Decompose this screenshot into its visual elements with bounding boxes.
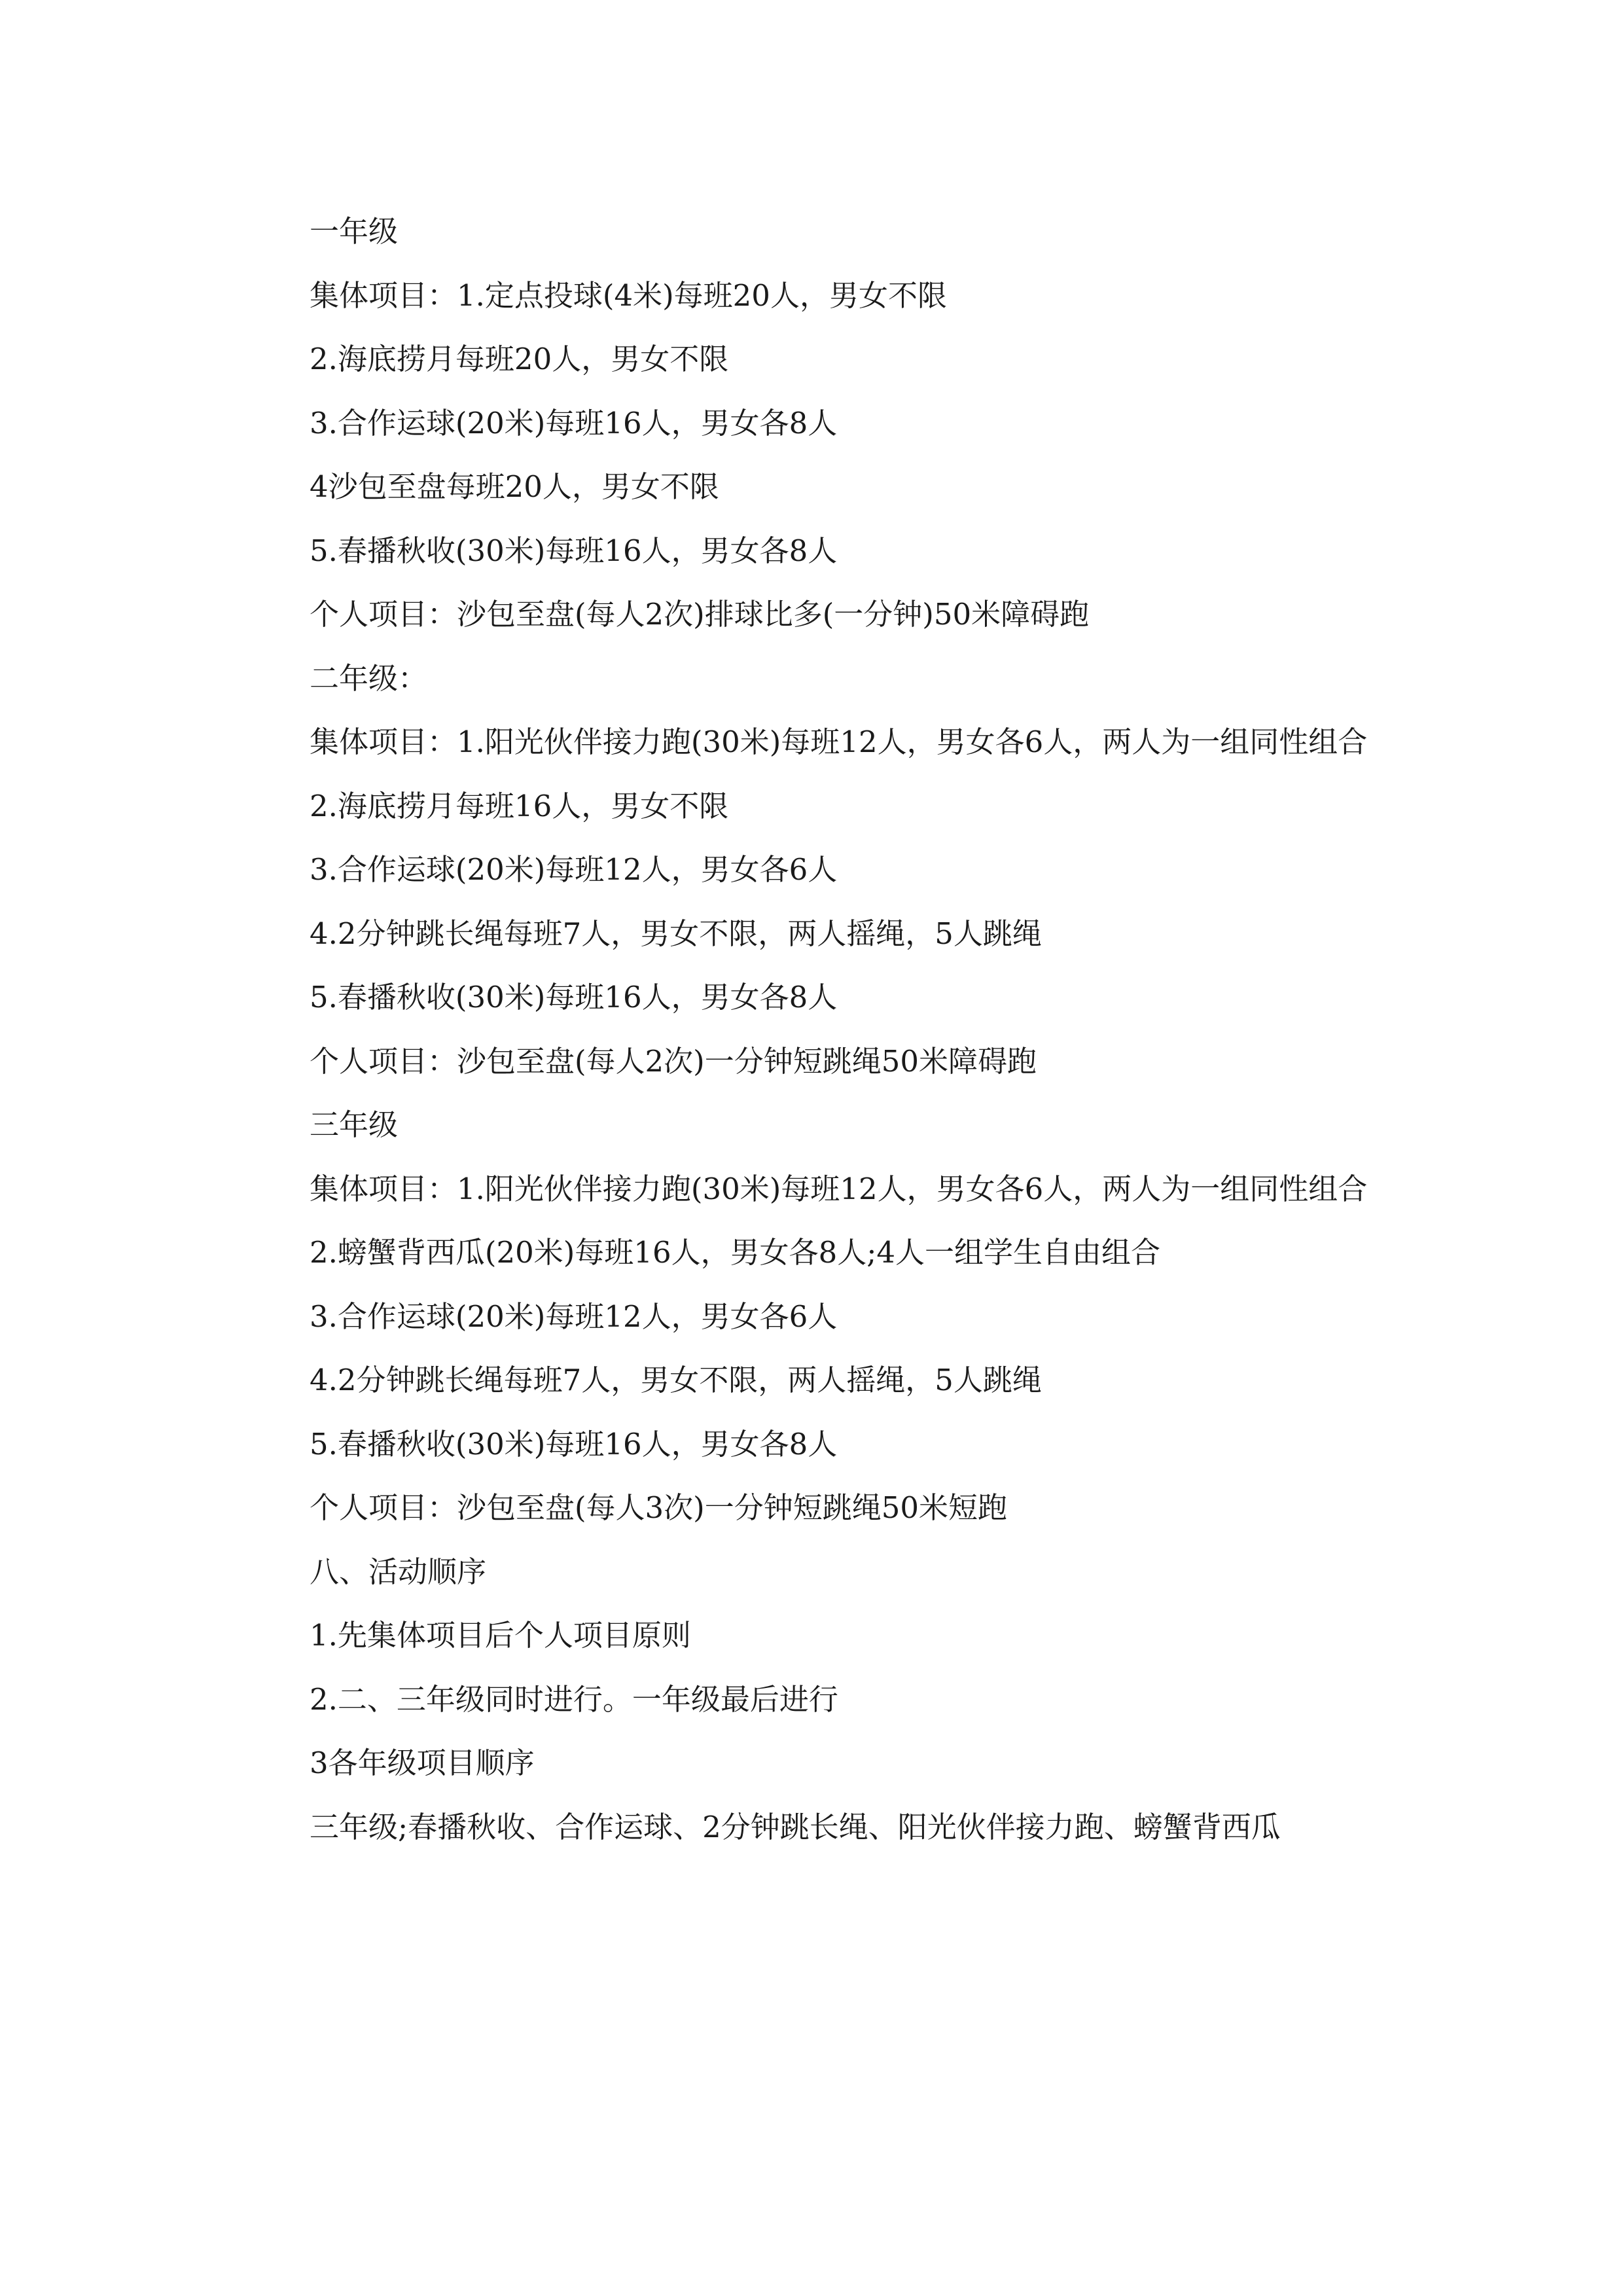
grade-two-group-item-5: 5.春播秋收(30米)每班16人，男女各8人 — [310, 980, 838, 1014]
grade-three-individual-items: 个人项目：沙包至盘(每人3次)一分钟短跳绳50米短跑 — [310, 1490, 1008, 1525]
order-rule-2: 2.二、三年级同时进行。一年级最后进行 — [310, 1681, 838, 1717]
grade-two-group-item-3: 3.合作运球(20米)每班12人，男女各6人 — [310, 852, 838, 887]
grade-two-group-item-4: 4.2分钟跳长绳每班7人，男女不限，两人摇绳，5人跳绳 — [310, 916, 1042, 951]
section-heading-activity-order: 八、活动顺序 — [310, 1554, 487, 1589]
document-body — [245, 200, 1387, 1859]
grade-two-heading: 二年级： — [310, 660, 428, 696]
grade-two-group-item-2: 2.海底捞月每班16人，男女不限 — [310, 788, 729, 823]
grade-three-group-item-2: 2.螃蟹背西瓜(20米)每班16人，男女各8人;4人一组学生自由组合 — [310, 1235, 1160, 1270]
grade-two-individual-items: 个人项目：沙包至盘(每人2次)一分钟短跳绳50米障碍跑 — [310, 1043, 1037, 1079]
grade-one-group-item-3: 3.合作运球(20米)每班16人，男女各8人 — [310, 405, 838, 440]
grade-three-heading: 三年级 — [310, 1107, 399, 1142]
grade-two-group-item-1: 集体项目：1.阳光伙伴接力跑(30米)每班12人，男女各6人，两人为一组同性组合 — [310, 725, 1368, 759]
grade-one-group-item-5: 5.春播秋收(30米)每班16人，男女各8人 — [310, 533, 838, 568]
order-rule-1: 1.先集体项目后个人项目原则 — [310, 1618, 691, 1653]
order-rule-3: 3各年级项目顺序 — [310, 1746, 535, 1780]
grade-three-group-item-4: 4.2分钟跳长绳每班7人，男女不限，两人摇绳，5人跳绳 — [310, 1363, 1042, 1397]
grade-one-group-item-2: 2.海底捞月每班20人，男女不限 — [310, 342, 729, 376]
grade-one-group-item-1: 集体项目：1.定点投球(4米)每班20人，男女不限 — [310, 278, 947, 313]
grade-three-group-item-1: 集体项目：1.阳光伙伴接力跑(30米)每班12人，男女各6人，两人为一组同性组合 — [310, 1171, 1368, 1206]
grade-one-individual-items: 个人项目：沙包至盘(每人2次)排球比多(一分钟)50米障碍跑 — [310, 597, 1090, 632]
grade-one-group-item-4: 4沙包至盘每班20人，男女不限 — [310, 469, 719, 504]
grade-one-heading: 一年级 — [310, 214, 399, 249]
grade-three-order: 三年级;春播秋收、合作运球、2分钟跳长绳、阳光伙伴接力跑、螃蟹背西瓜 — [310, 1809, 1281, 1844]
grade-three-group-item-5: 5.春播秋收(30米)每班16人，男女各8人 — [310, 1426, 838, 1462]
grade-three-group-item-3: 3.合作运球(20米)每班12人，男女各6人 — [310, 1299, 838, 1334]
